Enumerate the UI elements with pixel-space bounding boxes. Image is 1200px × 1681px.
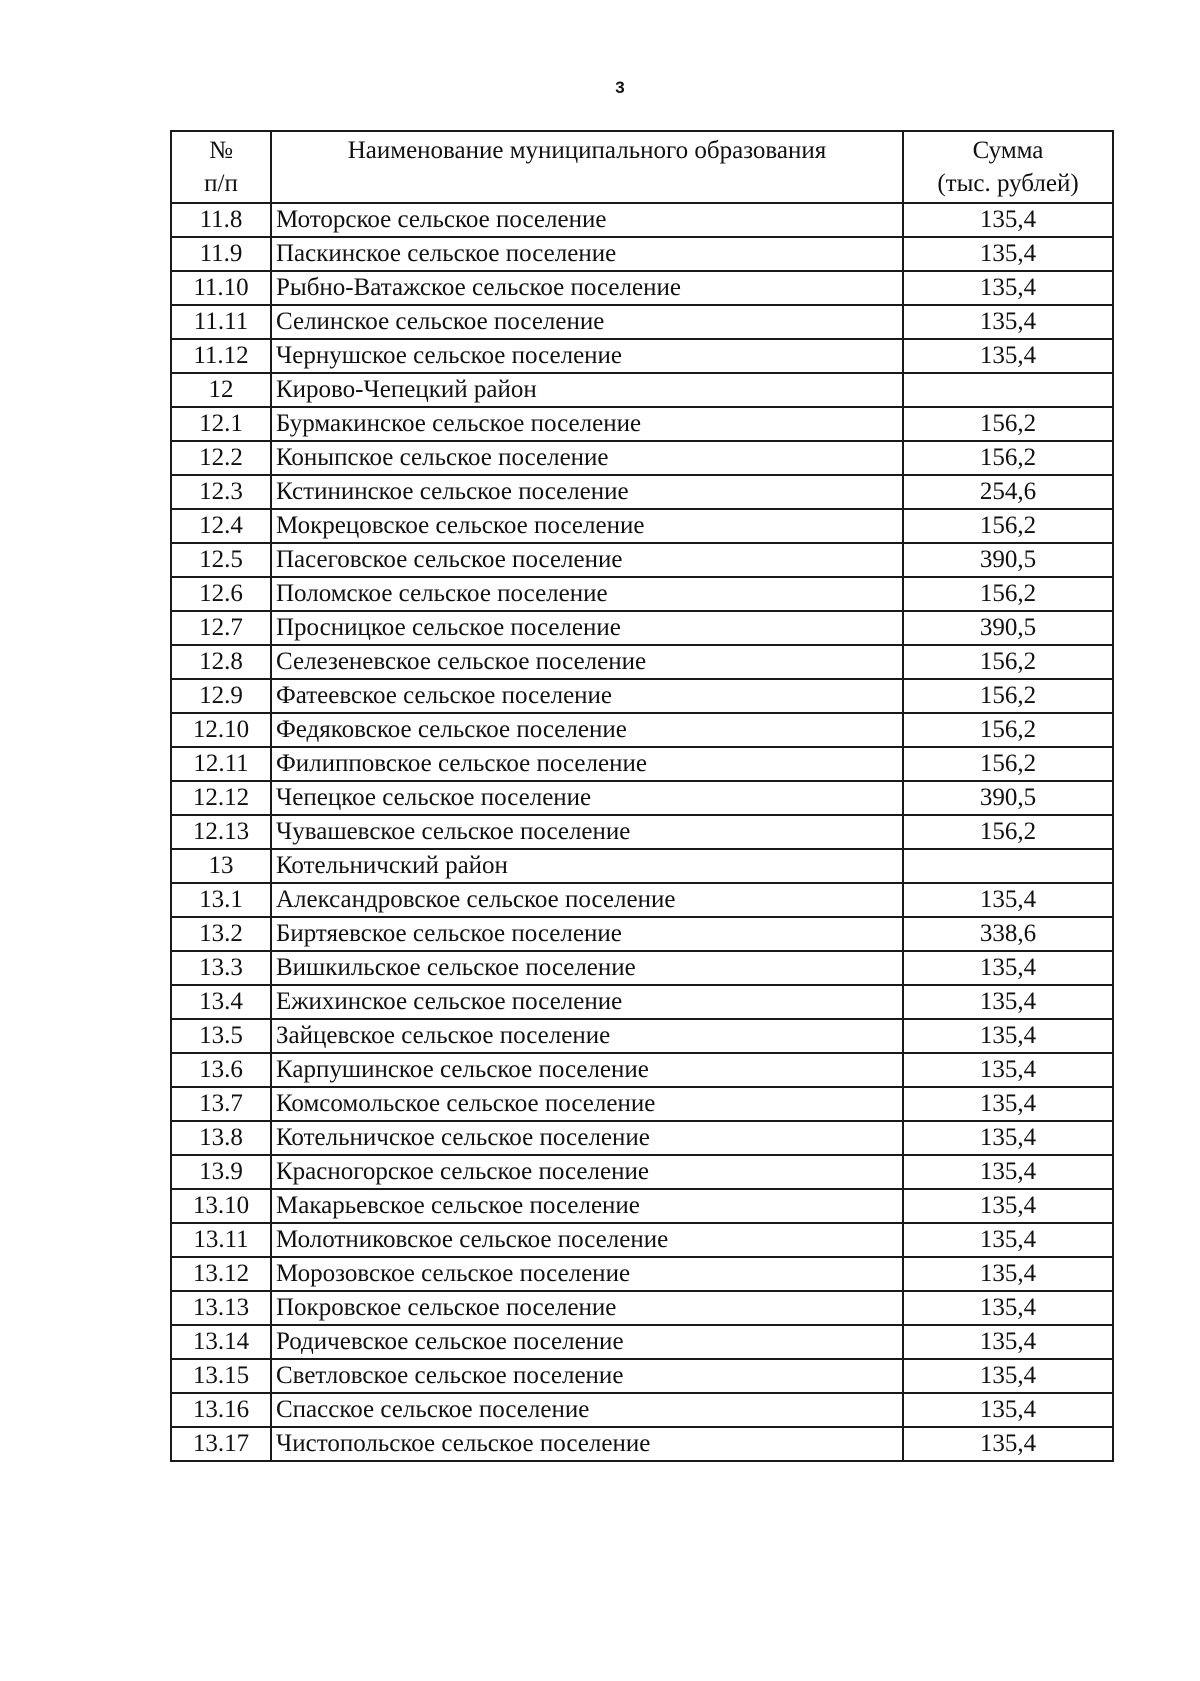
row-name: Вишкильское сельское поселение: [271, 951, 903, 985]
table-row: [171, 475, 1113, 509]
row-sum: [903, 373, 1113, 407]
row-sum: 135,4: [903, 271, 1113, 305]
row-number: 13.4: [171, 985, 271, 1019]
row-number: 13.7: [171, 1087, 271, 1121]
row-number: 13.5: [171, 1019, 271, 1053]
row-number: 11.12: [171, 339, 271, 373]
row-number: 12.1: [171, 407, 271, 441]
table-row: [171, 1087, 1113, 1121]
row-sum: 338,6: [903, 917, 1113, 951]
row-number: 12.3: [171, 475, 271, 509]
row-name: Карпушинское сельское поселение: [271, 1053, 903, 1087]
row-name: Светловское сельское поселение: [271, 1359, 903, 1393]
row-name: Бурмакинское сельское поселение: [271, 407, 903, 441]
row-sum: 135,4: [903, 305, 1113, 339]
row-number: 11.8: [171, 203, 271, 237]
row-name: Котельничский район: [271, 849, 903, 883]
row-number: 12.13: [171, 815, 271, 849]
row-name: Комсомольское сельское поселение: [271, 1087, 903, 1121]
table-row: [171, 305, 1113, 339]
row-name: Красногорское сельское поселение: [271, 1155, 903, 1189]
allocation-table: [170, 130, 1114, 1462]
row-number: 11.9: [171, 237, 271, 271]
row-sum: 135,4: [903, 1359, 1113, 1393]
header-sum: [903, 131, 1113, 203]
row-sum: 156,2: [903, 407, 1113, 441]
row-sum: 135,4: [903, 883, 1113, 917]
table-body: [171, 203, 1113, 1461]
row-name: Федяковское сельское поселение: [271, 713, 903, 747]
row-number: 13: [171, 849, 271, 883]
header-name: Наименование муниципального образования: [271, 131, 903, 203]
table-row: [171, 339, 1113, 373]
table-row: [171, 1155, 1113, 1189]
row-sum: 135,4: [903, 1121, 1113, 1155]
row-sum: 135,4: [903, 1223, 1113, 1257]
row-number: 12.7: [171, 611, 271, 645]
row-sum: 390,5: [903, 543, 1113, 577]
row-name: Кстининское сельское поселение: [271, 475, 903, 509]
row-name: Филипповское сельское поселение: [271, 747, 903, 781]
row-name: Моторское сельское поселение: [271, 203, 903, 237]
row-name: Котельничское сельское поселение: [271, 1121, 903, 1155]
table-row: [171, 815, 1113, 849]
row-number: 13.1: [171, 883, 271, 917]
row-sum: 135,4: [903, 1155, 1113, 1189]
row-name: Селинское сельское поселение: [271, 305, 903, 339]
table-row: [171, 951, 1113, 985]
page-number: 3: [615, 78, 625, 97]
table-row: [171, 1427, 1113, 1461]
table-row: [171, 645, 1113, 679]
row-name: Селезеневское сельское поселение: [271, 645, 903, 679]
row-name: Пасеговское сельское поселение: [271, 543, 903, 577]
row-sum: 135,4: [903, 1189, 1113, 1223]
row-name: Чепецкое сельское поселение: [271, 781, 903, 815]
table-row: [171, 713, 1113, 747]
row-sum: 135,4: [903, 1087, 1113, 1121]
table-row: [171, 373, 1113, 407]
table-row: [171, 849, 1113, 883]
table-row: [171, 237, 1113, 271]
table-row: [171, 1325, 1113, 1359]
row-sum: 135,4: [903, 203, 1113, 237]
row-number: 12.5: [171, 543, 271, 577]
row-name: Мокрецовское сельское поселение: [271, 509, 903, 543]
row-number: 11.11: [171, 305, 271, 339]
table-row: [171, 1053, 1113, 1087]
row-number: 13.14: [171, 1325, 271, 1359]
table-row: [171, 1121, 1113, 1155]
row-number: 12.10: [171, 713, 271, 747]
row-sum: 156,2: [903, 815, 1113, 849]
row-name: Покровское сельское поселение: [271, 1291, 903, 1325]
row-number: 12.6: [171, 577, 271, 611]
header-number: [171, 131, 271, 203]
row-number: 12: [171, 373, 271, 407]
row-sum: 135,4: [903, 1427, 1113, 1461]
row-sum: 390,5: [903, 781, 1113, 815]
row-number: 13.3: [171, 951, 271, 985]
row-name: Александровское сельское поселение: [271, 883, 903, 917]
row-sum: 135,4: [903, 985, 1113, 1019]
row-name: Биртяевское сельское поселение: [271, 917, 903, 951]
row-name: Молотниковское сельское поселение: [271, 1223, 903, 1257]
row-number: 13.2: [171, 917, 271, 951]
header-number-line2: п/п: [204, 170, 238, 197]
row-number: 13.17: [171, 1427, 271, 1461]
row-number: 12.8: [171, 645, 271, 679]
row-sum: 156,2: [903, 679, 1113, 713]
table-row: [171, 441, 1113, 475]
table-row: [171, 271, 1113, 305]
table-row: [171, 407, 1113, 441]
table-row: [171, 747, 1113, 781]
row-sum: 156,2: [903, 441, 1113, 475]
row-name: Макарьевское сельское поселение: [271, 1189, 903, 1223]
table-row: [171, 1359, 1113, 1393]
table-row: [171, 1189, 1113, 1223]
row-number: 12.12: [171, 781, 271, 815]
row-name: Родичевское сельское поселение: [271, 1325, 903, 1359]
row-number: 13.13: [171, 1291, 271, 1325]
table-header-row: [171, 131, 1113, 203]
row-sum: 135,4: [903, 1019, 1113, 1053]
row-number: 13.9: [171, 1155, 271, 1189]
row-name: Спасское сельское поселение: [271, 1393, 903, 1427]
row-name: Поломское сельское поселение: [271, 577, 903, 611]
row-sum: 156,2: [903, 747, 1113, 781]
header-sum-line1: Сумма: [972, 137, 1044, 164]
row-number: 13.10: [171, 1189, 271, 1223]
table-row: [171, 543, 1113, 577]
row-name: Морозовское сельское поселение: [271, 1257, 903, 1291]
row-number: 13.15: [171, 1359, 271, 1393]
row-sum: 254,6: [903, 475, 1113, 509]
row-number: 13.6: [171, 1053, 271, 1087]
row-number: 13.8: [171, 1121, 271, 1155]
row-name: Ежихинское сельское поселение: [271, 985, 903, 1019]
table-row: [171, 883, 1113, 917]
row-name: Коныпское сельское поселение: [271, 441, 903, 475]
row-name: Кирово-Чепецкий район: [271, 373, 903, 407]
row-name: Чернушское сельское поселение: [271, 339, 903, 373]
row-sum: 390,5: [903, 611, 1113, 645]
row-name: Просницкое сельское поселение: [271, 611, 903, 645]
table-row: [171, 1291, 1113, 1325]
table-row: [171, 781, 1113, 815]
header-number-line1: №: [209, 137, 233, 164]
row-number: 12.2: [171, 441, 271, 475]
row-name: Паскинское сельское поселение: [271, 237, 903, 271]
row-sum: [903, 849, 1113, 883]
row-sum: 156,2: [903, 645, 1113, 679]
row-name: Чувашевское сельское поселение: [271, 815, 903, 849]
table-row: [171, 577, 1113, 611]
table-row: [171, 509, 1113, 543]
row-sum: 156,2: [903, 713, 1113, 747]
row-sum: 135,4: [903, 1257, 1113, 1291]
table-row: [171, 679, 1113, 713]
table-row: [171, 917, 1113, 951]
header-sum-line2: (тыс. рублей): [937, 170, 1079, 197]
table-row: [171, 1019, 1113, 1053]
row-sum: 135,4: [903, 1053, 1113, 1087]
row-number: 12.9: [171, 679, 271, 713]
row-sum: 135,4: [903, 1291, 1113, 1325]
row-number: 13.11: [171, 1223, 271, 1257]
row-number: 13.12: [171, 1257, 271, 1291]
table-row: [171, 985, 1113, 1019]
row-number: 13.16: [171, 1393, 271, 1427]
row-number: 12.4: [171, 509, 271, 543]
row-sum: 135,4: [903, 1393, 1113, 1427]
row-sum: 156,2: [903, 577, 1113, 611]
row-number: 11.10: [171, 271, 271, 305]
table-row: [171, 611, 1113, 645]
table-row: [171, 1257, 1113, 1291]
row-sum: 135,4: [903, 951, 1113, 985]
row-name: Зайцевское сельское поселение: [271, 1019, 903, 1053]
row-name: Чистопольское сельское поселение: [271, 1427, 903, 1461]
row-sum: 135,4: [903, 339, 1113, 373]
table-row: [171, 1223, 1113, 1257]
row-sum: 156,2: [903, 509, 1113, 543]
table-row: [171, 203, 1113, 237]
table-row: [171, 1393, 1113, 1427]
row-sum: 135,4: [903, 237, 1113, 271]
row-number: 12.11: [171, 747, 271, 781]
row-name: Рыбно-Ватажское сельское поселение: [271, 271, 903, 305]
row-name: Фатеевское сельское поселение: [271, 679, 903, 713]
row-sum: 135,4: [903, 1325, 1113, 1359]
